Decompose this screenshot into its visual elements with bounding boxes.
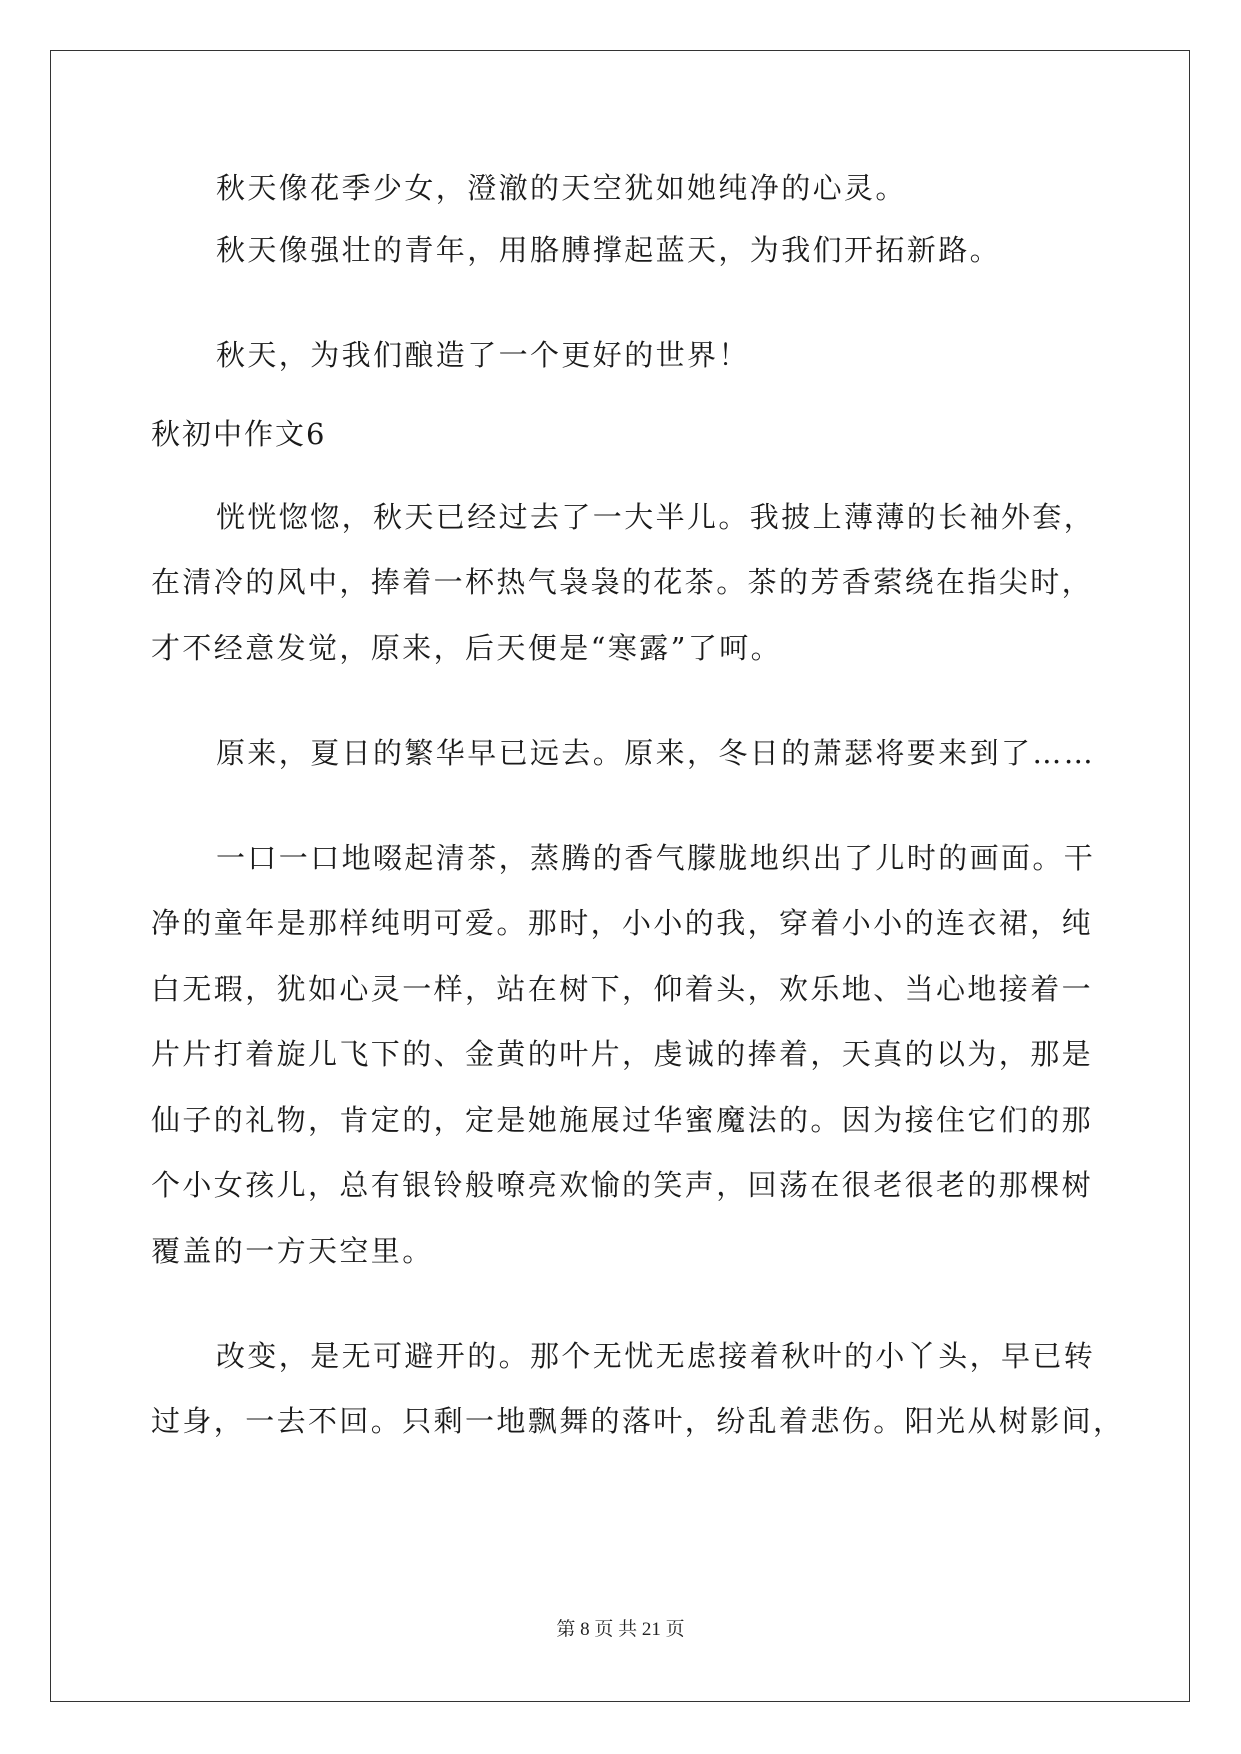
paragraph-line: 改变，是无可避开的。那个无忧无虑接着秋叶的小丫头，早已转 — [216, 1339, 1096, 1373]
section-heading: 秋初中作文6 — [151, 417, 327, 451]
paragraph-line: 净的童年是那样纯明可爱。那时，小小的我，穿着小小的连衣裙，纯 — [151, 906, 1094, 940]
paragraph-line: 个小女孩儿，总有银铃般嘹亮欢愉的笑声，回荡在很老很老的那棵树 — [151, 1168, 1094, 1202]
paragraph-line: 在清冷的风中，捧着一杯热气袅袅的花茶。茶的芳香萦绕在指尖时， — [151, 565, 1094, 599]
paragraph-line: 秋天像花季少女，澄澈的天空犹如她纯净的心灵。 — [216, 171, 907, 205]
paragraph-line: 过身，一去不回。只剩一地飘舞的落叶，纷乱着悲伤。阳光从树影间， — [151, 1404, 1125, 1438]
paragraph-line: 恍恍惚惚，秋天已经过去了一大半儿。我披上薄薄的长袖外套， — [216, 500, 1096, 534]
page-number: 第 8 页 共 21 页 — [556, 1619, 685, 1640]
paragraph-line: 秋天，为我们酿造了一个更好的世界！ — [216, 338, 750, 372]
paragraph-line: 秋天像强壮的青年，用胳膊撑起蓝天，为我们开拓新路。 — [216, 233, 1002, 267]
paragraph-line: 才不经意发觉，原来，后天便是“寒露”了呵。 — [151, 631, 783, 665]
paragraph-line: 原来，夏日的繁华早已远去。原来，冬日的萧瑟将要来到了…… — [216, 736, 1096, 770]
paragraph-line: 白无瑕，犹如心灵一样，站在树下，仰着头，欢乐地、当心地接着一 — [151, 972, 1094, 1006]
paragraph-line: 仙子的礼物，肯定的，定是她施展过华蜜魔法的。因为接住它们的那 — [151, 1103, 1094, 1137]
paragraph-line: 覆盖的一方天空里。 — [151, 1234, 434, 1268]
paragraph-line: 片片打着旋儿飞下的、金黄的叶片，虔诚的捧着，天真的以为，那是 — [151, 1037, 1094, 1071]
paragraph-line: 一口一口地啜起清茶，蒸腾的香气朦胧地织出了儿时的画面。干 — [216, 841, 1096, 875]
